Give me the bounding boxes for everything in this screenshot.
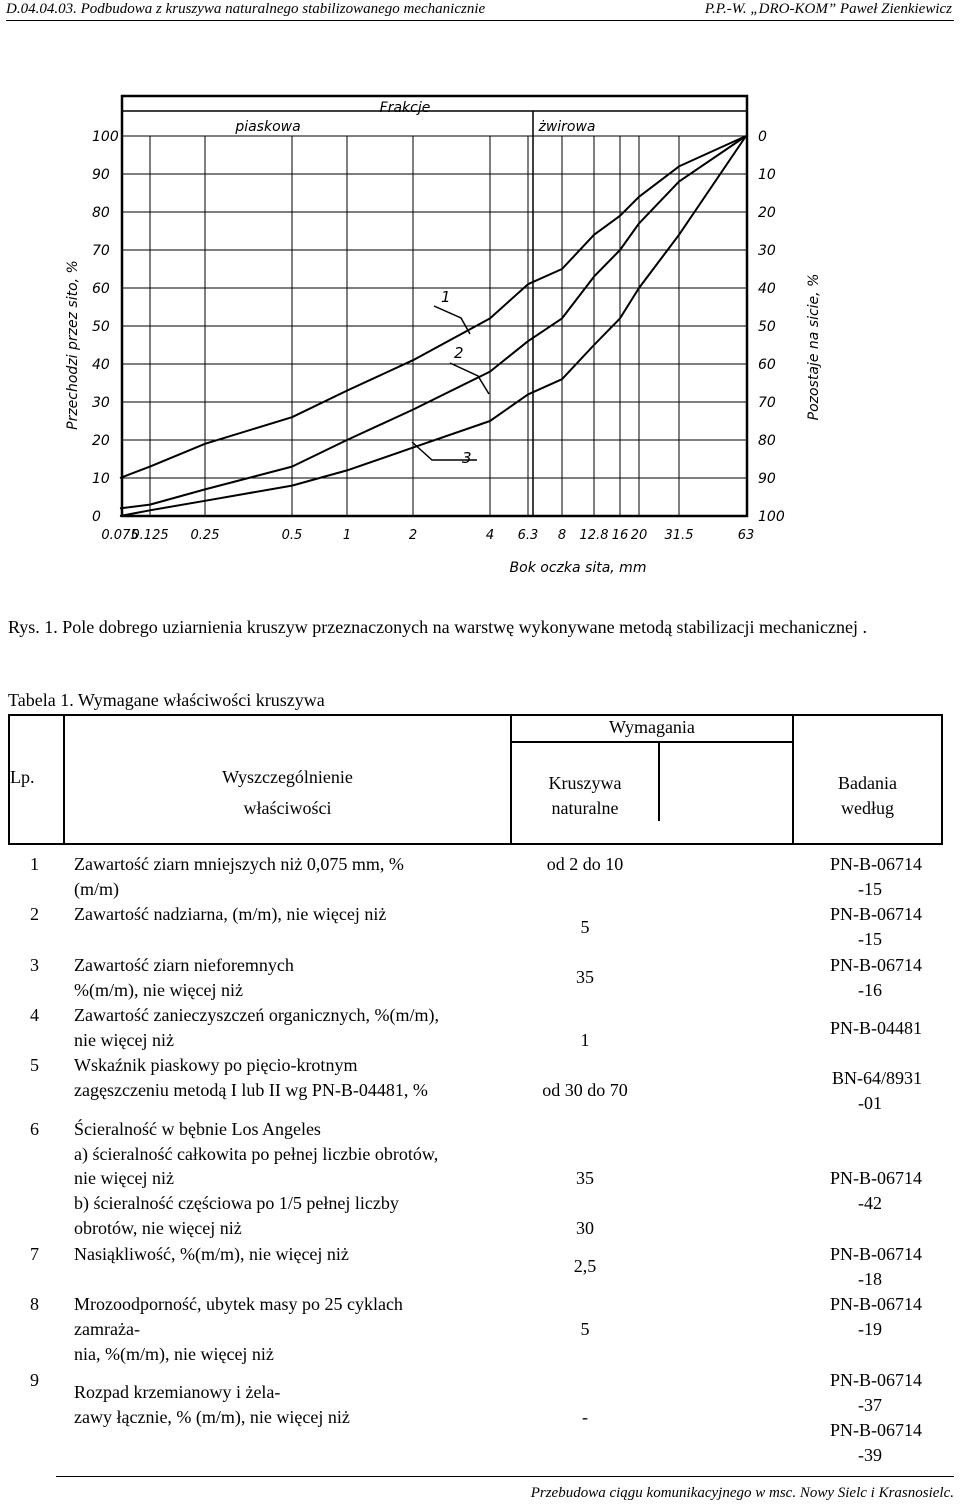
table-right-rule — [941, 714, 943, 844]
row-6-desc-1: Ścieralność w bębnie Los Angeles — [74, 1119, 321, 1139]
row-9-norm-1: PN-B-06714 — [829, 1370, 922, 1390]
chart-grid — [122, 136, 747, 516]
x-tick-label-12: 31.5 — [664, 528, 694, 543]
row-2-desc-1: Zawartość nadziarna, (m/m), nie więcej niż — [74, 904, 387, 924]
y-right-tick-label-2: 80 — [758, 433, 776, 449]
header-right: P.P.-W. „DRO-KOM” Paweł Zienkiewicz — [704, 1, 952, 17]
row-7-norm-2: -18 — [858, 1269, 882, 1289]
row-3-desc-2: %(m/m), nie więcej niż — [74, 980, 243, 1000]
y-tick-label-1: 10 — [92, 471, 110, 487]
row-8-norm-1: PN-B-06714 — [829, 1294, 922, 1314]
row-7-lp: 7 — [30, 1244, 39, 1264]
row-3-norm-2: -16 — [858, 980, 882, 1000]
header-test-1: Badania — [838, 773, 897, 793]
row-9-norm-4: -39 — [858, 1445, 882, 1465]
row-4-desc-2: nie więcej niż — [74, 1030, 174, 1050]
y-tick-label-9: 90 — [92, 167, 110, 183]
row-4-value: 1 — [580, 1030, 590, 1050]
header-rule — [6, 20, 954, 21]
x-tick-label-4: 1 — [342, 528, 352, 543]
row-2-lp: 2 — [30, 904, 39, 924]
x-tick-label-3: 0.5 — [281, 528, 303, 543]
header-desc-1: Wyszczególnienie — [222, 767, 353, 787]
row-3-norm-1: PN-B-06714 — [829, 955, 922, 975]
y-right-tick-label-7: 30 — [758, 243, 776, 259]
row-9-value: - — [582, 1407, 588, 1427]
header-left: D.04.04.03. Podbudowa z kruszywa naturalnego stabilizowanego mechanicznie — [6, 1, 486, 17]
y-tick-label-0: 0 — [92, 509, 101, 525]
row-6-desc-3: nie więcej niż — [74, 1168, 174, 1188]
row-3-value: 35 — [576, 967, 594, 987]
fraction-title: Frakcje — [379, 100, 431, 116]
y-tick-label-7: 70 — [92, 243, 110, 259]
row-5-desc-2: zagęszczeniu metodą I lub II wg PN-B-04481, % — [74, 1080, 428, 1100]
row-2-norm-2: -15 — [858, 929, 882, 949]
row-1-norm-1: PN-B-06714 — [829, 854, 922, 874]
curve-label-2: 2 — [454, 344, 464, 362]
grading-chart — [0, 80, 960, 580]
row-9-norm-3: PN-B-06714 — [829, 1420, 922, 1440]
table-title: Tabela 1. Wymagane właściwości kruszywa — [8, 690, 325, 710]
x-tick-label-5: 2 — [408, 528, 418, 543]
curve-leader-1 — [434, 306, 470, 334]
row-1-desc-2: (m/m) — [74, 879, 119, 899]
row-9-lp: 9 — [30, 1370, 39, 1390]
row-4-desc-1: Zawartość zanieczyszczeń organicznych, %(m/m), — [74, 1005, 439, 1025]
x-tick-label-1: 0.125 — [131, 528, 169, 543]
row-3-desc-1: Zawartość ziarn nieforemnych — [74, 955, 294, 975]
row-9-desc-2: zawy łącznie, % (m/m), nie więcej niż — [74, 1407, 350, 1427]
x-tick-label-6: 4 — [485, 528, 495, 543]
row-1-value: od 2 do 10 — [546, 854, 624, 874]
row-8-desc-1: Mrozoodporność, ubytek masy po 25 cyklach — [74, 1294, 403, 1314]
x-tick-label-7: 6.3 — [517, 528, 539, 543]
curve-label-1: 1 — [441, 288, 451, 306]
header-requirements: Wymagania — [609, 717, 695, 737]
y-right-tick-label-0: 100 — [758, 509, 785, 525]
req-under-rule — [510, 741, 792, 743]
fraction-label-sand: piaskowa — [235, 119, 301, 135]
row-8-norm-2: -19 — [858, 1319, 882, 1339]
y-tick-label-10: 100 — [92, 129, 119, 145]
row-8-value: 5 — [580, 1319, 590, 1339]
row-4-lp: 4 — [30, 1005, 39, 1025]
row-7-norm-1: PN-B-06714 — [829, 1244, 922, 1264]
y-tick-label-2: 20 — [92, 433, 110, 449]
x-tick-label-9: 12.8 — [579, 528, 609, 543]
y-right-tick-label-5: 50 — [758, 319, 776, 335]
header-desc-2: właściwości — [243, 798, 332, 818]
x-tick-label-13: 63 — [737, 528, 755, 543]
y-tick-label-6: 60 — [92, 281, 110, 297]
y-right-tick-label-9: 10 — [758, 167, 776, 183]
x-tick-label-8: 8 — [557, 528, 567, 543]
row-5-value: od 30 do 70 — [542, 1080, 628, 1100]
y-tick-label-5: 50 — [92, 319, 110, 335]
row-1-lp: 1 — [30, 854, 39, 874]
header-natural-2: naturalne — [551, 798, 619, 818]
figure-caption: Rys. 1. Pole dobrego uziarnienia kruszyw przeznaczonych na warstwę wykonywane metodą stabilizacji mechanicznej . — [8, 617, 867, 637]
row-2-norm-1: PN-B-06714 — [829, 904, 922, 924]
row-3-lp: 3 — [30, 955, 39, 975]
fraction-label-gravel: żwirowa — [538, 119, 596, 135]
row-6-desc-2: a) ścieralność całkowita po pełnej liczbie obrotów, — [74, 1144, 439, 1164]
curve-1 — [120, 136, 746, 478]
row-5-norm-2: -01 — [858, 1093, 882, 1113]
row-9-norm-2: -37 — [858, 1395, 882, 1415]
row-6-lp: 6 — [30, 1119, 39, 1139]
y-axis-title: Przechodzi przez sito, % — [65, 260, 81, 430]
x-axis-title: Bok oczka sita, mm — [509, 560, 647, 576]
row-6-desc-4: b) ścieralność częściowa po 1/5 pełnej liczby — [74, 1193, 399, 1213]
page-footer: Przebudowa ciągu komunikacyjnego w msc. Nowy Sielc i Krasnosielc. — [530, 1485, 954, 1501]
row-6-desc-5: obrotów, nie więcej niż — [74, 1218, 242, 1238]
table-header-rule — [8, 843, 943, 845]
row-2-value: 5 — [580, 917, 590, 937]
nat-col-rule — [658, 741, 660, 821]
x-tick-label-0: 0.075 — [101, 528, 139, 543]
curve-label-3: 3 — [462, 449, 472, 467]
row-6-value-b: 30 — [576, 1218, 594, 1238]
row-5-desc-1: Wskaźnik piaskowy po pięcio-krotnym — [74, 1055, 358, 1075]
row-6-norm-2: -42 — [858, 1193, 882, 1213]
y-right-tick-label-8: 20 — [758, 205, 776, 221]
row-1-desc-1: Zawartość ziarn mniejszych niż 0,075 mm, % — [74, 854, 404, 874]
x-tick-label-11: 20 — [630, 528, 648, 543]
footer-rule — [56, 1476, 954, 1477]
row-8-desc-3: nia, %(m/m), nie więcej niż — [74, 1344, 274, 1364]
row-7-desc-1: Nasiąkliwość, %(m/m), nie więcej niż — [74, 1244, 349, 1264]
y-tick-label-8: 80 — [92, 205, 110, 221]
y-right-tick-label-4: 60 — [758, 357, 776, 373]
row-9-desc-1: Rozpad krzemianowy i żela- — [74, 1382, 281, 1402]
page-header — [0, 0, 960, 20]
x-tick-label-2: 0.25 — [190, 528, 220, 543]
row-8-desc-2: zamraża- — [74, 1319, 140, 1339]
y-right-tick-label-6: 40 — [758, 281, 776, 297]
row-5-norm-1: BN-64/8931 — [832, 1068, 922, 1088]
x-tick-label-10: 16 — [611, 528, 629, 543]
row-5-lp: 5 — [30, 1055, 39, 1075]
row-4-norm-1: PN-B-04481 — [829, 1018, 922, 1038]
header-lp: Lp. — [10, 767, 35, 787]
row-1-norm-2: -15 — [858, 879, 882, 899]
row-7-value: 2,5 — [573, 1256, 597, 1276]
y-tick-label-4: 40 — [92, 357, 110, 373]
y-right-tick-label-3: 70 — [758, 395, 776, 411]
row-6-value-a: 35 — [576, 1168, 594, 1188]
y-right-tick-label-10: 0 — [758, 129, 767, 145]
row-8-lp: 8 — [30, 1294, 39, 1314]
curve-2 — [120, 136, 746, 508]
header-natural-1: Kruszywa — [548, 773, 622, 793]
table-top-rule — [8, 714, 943, 716]
y-right-tick-label-1: 90 — [758, 471, 776, 487]
y-tick-label-3: 30 — [92, 395, 110, 411]
row-6-norm-1: PN-B-06714 — [829, 1168, 922, 1188]
header-test-2: według — [841, 798, 894, 818]
y-right-axis-title: Pozostaje na sicie, % — [806, 273, 822, 421]
